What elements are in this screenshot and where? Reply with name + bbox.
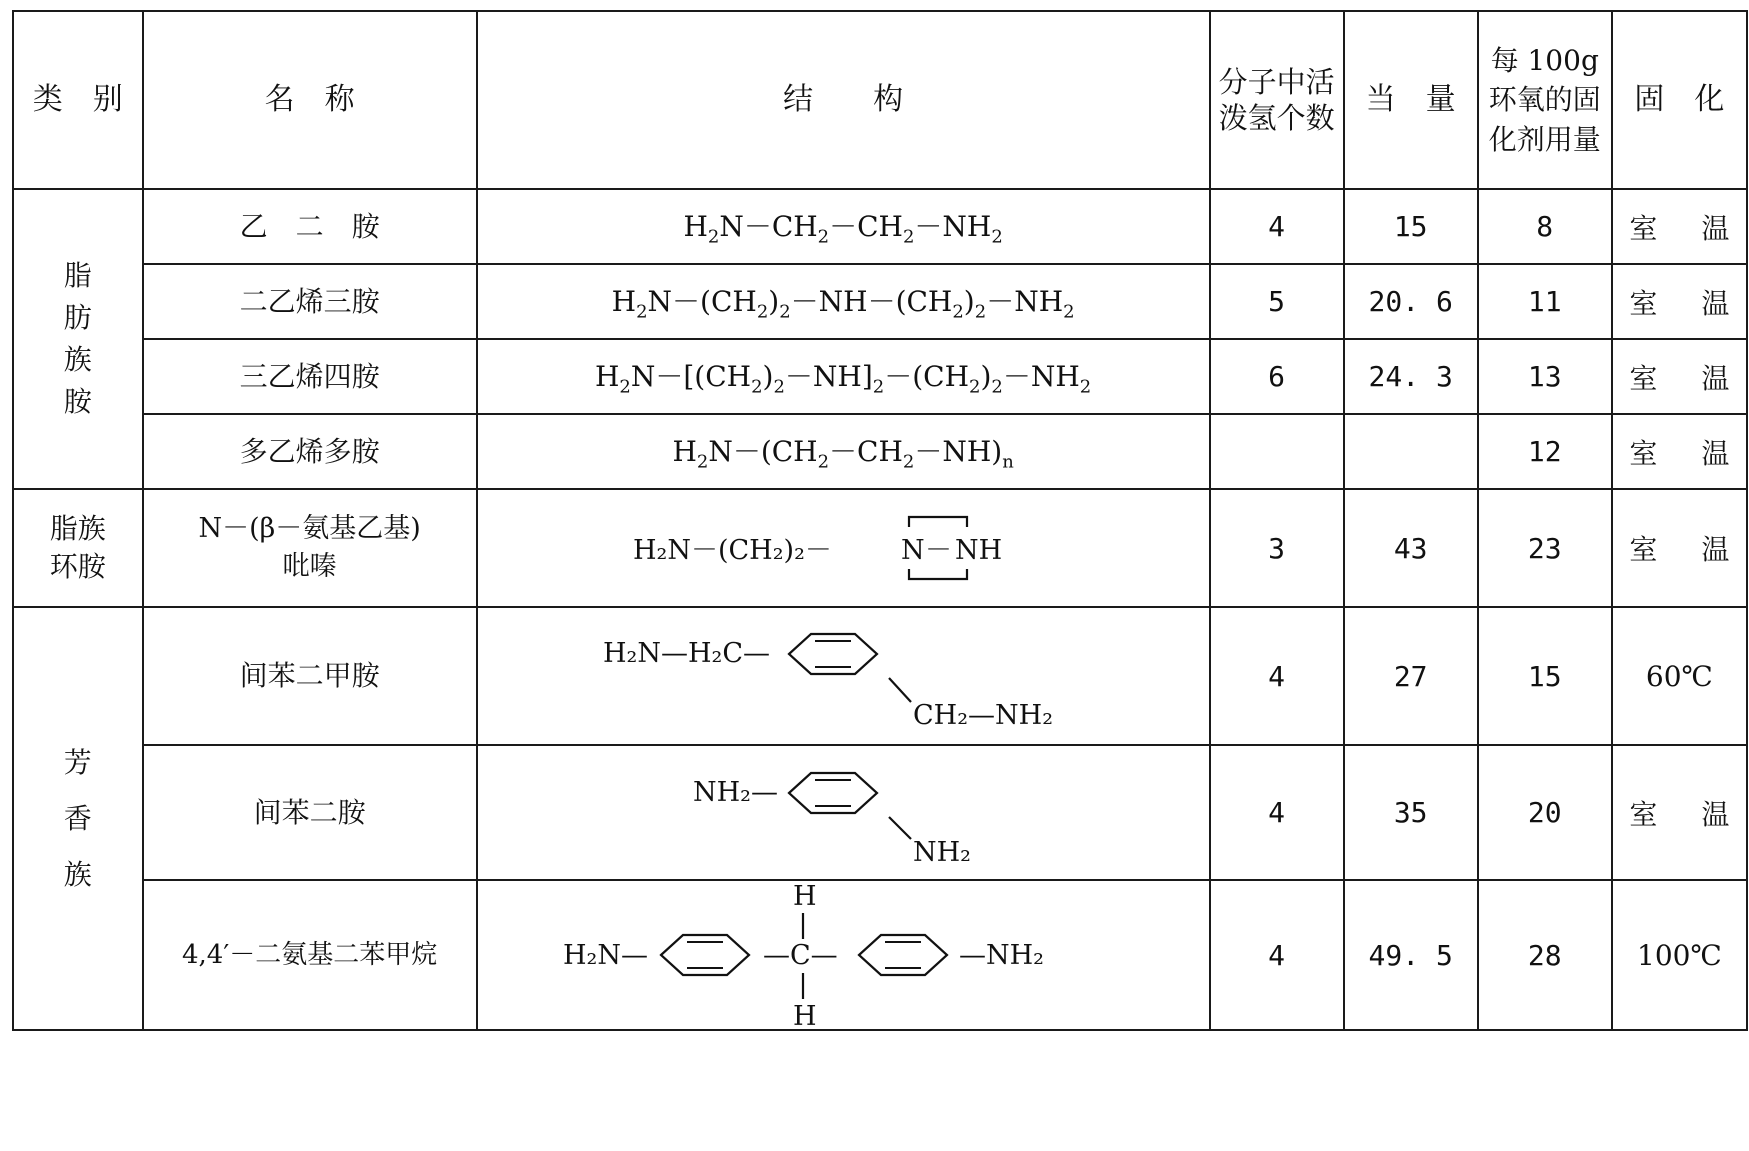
active-hydrogen-count: 3 [1210, 489, 1344, 607]
ring-bond-top [909, 517, 967, 527]
agent-name-line1: N－(β－氨基乙基) [198, 513, 421, 544]
category-char: 胺 [63, 385, 92, 418]
curing-condition: 100℃ [1612, 880, 1747, 1030]
equivalent-weight: 35 [1344, 745, 1478, 880]
agent-name: 三乙烯四胺 [143, 339, 477, 414]
header-equivalent: 当 量 [1344, 11, 1478, 189]
agent-name: 间苯二胺 [143, 745, 477, 880]
diaminodiphenylmethane-structure [563, 881, 1123, 1029]
table-row [13, 489, 1747, 607]
curing-condition: 室 温 [1612, 339, 1747, 414]
header-dosage [1478, 11, 1612, 189]
table-row [13, 264, 1747, 339]
ring-bond-bottom [909, 569, 967, 579]
active-hydrogen-count: 4 [1210, 880, 1344, 1030]
equivalent-weight [1344, 414, 1478, 489]
equivalent-weight: 20. 6 [1344, 264, 1478, 339]
category-char: 肪 [63, 301, 92, 334]
benzene-ring-icon [661, 935, 749, 975]
structure-formula: $H_2N-[(CH_2)_2-NH]_2-(CH_2)_2-NH_2$ [477, 339, 1210, 414]
category-aromatic [13, 607, 143, 1030]
equivalent-weight: 49. 5 [1344, 880, 1478, 1030]
dosage-per-100g: 11 [1478, 264, 1612, 339]
table-row [13, 339, 1747, 414]
category-char: 芳 [63, 745, 92, 779]
table-page [12, 10, 1748, 1148]
agent-name: 间苯二甲胺 [143, 607, 477, 745]
structure-formula [477, 489, 1210, 607]
dosage-per-100g: 13 [1478, 339, 1612, 414]
equivalent-weight: 43 [1344, 489, 1478, 607]
structure-formula: $H_2N-(CH_2)_2-NH-(CH_2)_2-NH_2$ [477, 264, 1210, 339]
category-char: 香 [63, 801, 92, 835]
formula-nh-text: NH [955, 535, 1003, 566]
category-line: 脂族 [49, 512, 106, 545]
table-row [13, 414, 1747, 489]
active-hydrogen-count: 4 [1210, 745, 1344, 880]
formula-top-h-text: H [793, 881, 817, 912]
curing-condition: 室 温 [1612, 489, 1747, 607]
active-hydrogen-count: 5 [1210, 264, 1344, 339]
equivalent-weight: 27 [1344, 607, 1478, 745]
table-row [13, 745, 1747, 880]
header-name: 名 称 [143, 11, 477, 189]
dosage-per-100g: 15 [1478, 607, 1612, 745]
formula-left-text: NH₂— [693, 776, 779, 808]
agent-name [143, 489, 477, 607]
active-hydrogen-count: 6 [1210, 339, 1344, 414]
dosage-per-100g: 23 [1478, 489, 1612, 607]
formula-n-text: N [901, 535, 925, 566]
header-dosage-line3: 化剂用量 [1488, 122, 1601, 156]
dosage-per-100g: 12 [1478, 414, 1612, 489]
category-line: 环胺 [49, 550, 106, 583]
category-char: 脂 [63, 259, 92, 292]
active-hydrogen-count [1210, 414, 1344, 489]
curing-agent-table [12, 10, 1748, 1031]
agent-name: 二乙烯三胺 [143, 264, 477, 339]
dosage-per-100g: 28 [1478, 880, 1612, 1030]
curing-condition: 60℃ [1612, 607, 1747, 745]
agent-name: 乙 二 胺 [143, 189, 477, 264]
header-active-hydrogen-line1: 分子中活 [1218, 64, 1335, 99]
category-char: 族 [63, 343, 92, 376]
agent-name: 多乙烯多胺 [143, 414, 477, 489]
table-row [13, 607, 1747, 745]
header-structure: 结 构 [477, 11, 1210, 189]
table-row [13, 880, 1747, 1030]
table-row [13, 189, 1747, 264]
structure-formula [477, 745, 1210, 880]
curing-condition: 室 温 [1612, 189, 1747, 264]
dosage-per-100g: 8 [1478, 189, 1612, 264]
formula-left-text: H₂N— [563, 940, 649, 971]
header-dosage-line1: 每 100g [1490, 44, 1599, 78]
header-row [13, 11, 1747, 189]
active-hydrogen-count: 4 [1210, 607, 1344, 745]
structure-formula: $H_2N-CH_2-CH_2-NH_2$ [477, 189, 1210, 264]
curing-condition: 室 温 [1612, 264, 1747, 339]
formula-center-text: —C— [763, 940, 838, 971]
meta-bond [889, 678, 911, 702]
category-aliphatic-cyclic-amine [13, 489, 143, 607]
structure-formula: $H_2N-(CH_2-CH_2-NH)_n$ [477, 414, 1210, 489]
curing-condition: 室 温 [1612, 414, 1747, 489]
header-dosage-line2: 环氧的固 [1488, 83, 1601, 117]
formula-bottom-h-text: H [793, 1001, 817, 1029]
curing-condition: 室 温 [1612, 745, 1747, 880]
structure-formula [477, 607, 1210, 745]
benzene-ring-icon [789, 773, 877, 813]
formula-right-text: CH₂—NH₂ [913, 699, 1054, 731]
agent-name: 4,4′－二氨基二苯甲烷 [143, 880, 477, 1030]
header-active-hydrogen [1210, 11, 1344, 189]
structure-formula [477, 880, 1210, 1030]
m-xylylenediamine-structure [593, 614, 1093, 739]
dosage-per-100g: 20 [1478, 745, 1612, 880]
header-category: 类 别 [13, 11, 143, 189]
meta-bond [889, 817, 911, 839]
formula-dash-text: － [925, 535, 953, 566]
equivalent-weight: 24. 3 [1344, 339, 1478, 414]
equivalent-weight: 15 [1344, 189, 1478, 264]
benzene-ring-icon [859, 935, 947, 975]
category-aliphatic-amine [13, 189, 143, 489]
formula-right-text: —NH₂ [959, 940, 1045, 971]
formula-right-text: NH₂ [913, 836, 972, 868]
header-curing: 固 化 [1612, 11, 1747, 189]
header-active-hydrogen-line2: 泼氢个数 [1218, 101, 1335, 135]
active-hydrogen-count: 4 [1210, 189, 1344, 264]
m-phenylenediamine-structure [593, 753, 1093, 873]
benzene-ring-icon [789, 634, 877, 674]
category-char: 族 [63, 857, 92, 891]
formula-left-text: H₂N—H₂C— [603, 637, 771, 669]
formula-left-text: H₂N－(CH₂)₂－ [633, 535, 833, 566]
agent-name-line2: 吡嗪 [282, 551, 337, 582]
piperazine-structure [633, 503, 1053, 593]
